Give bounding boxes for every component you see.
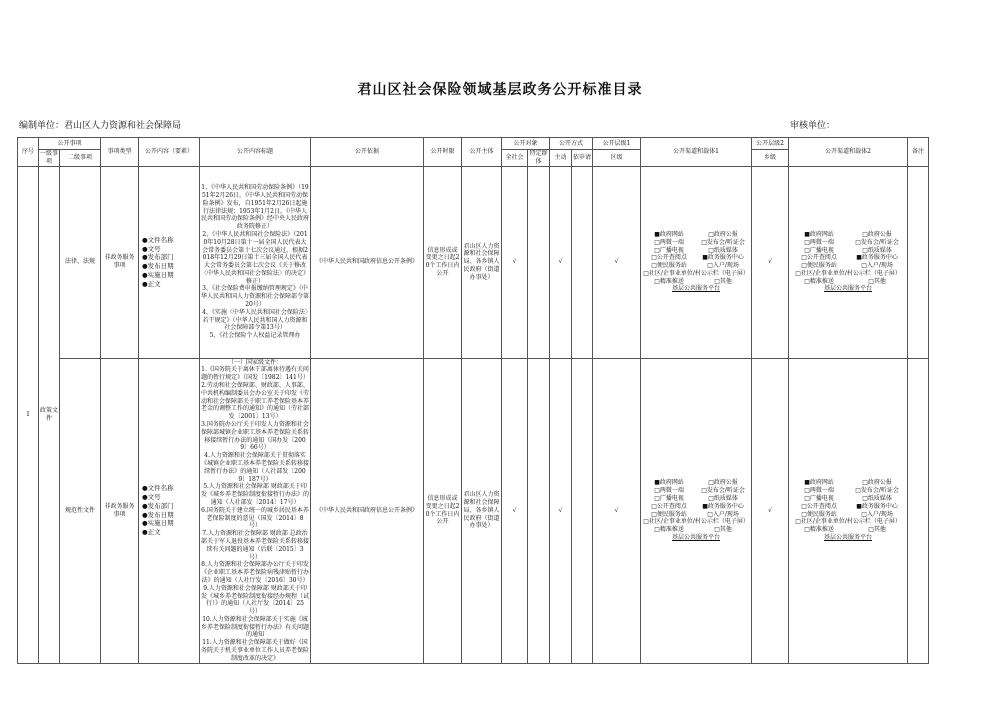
th-target-all: 全社会 — [502, 150, 528, 167]
channel-option: ■政务服务中心 — [856, 254, 898, 262]
channel-option: ■政务服务中心 — [702, 254, 744, 262]
elements-list — [140, 236, 198, 289]
th-subject: 公开主体 — [462, 138, 502, 167]
element-item: ●发布日期 — [142, 262, 174, 271]
th-basis: 公开依据 — [311, 138, 424, 167]
channel-option: □便民服务站 — [801, 262, 837, 270]
th-method-active: 主动 — [550, 150, 572, 167]
channel-option: □广播电视 — [654, 246, 684, 254]
channel-option: □发布会/听证会 — [855, 487, 899, 495]
cell-level1: 政策文件 — [39, 166, 60, 663]
channel-option: □便民服务站 — [801, 510, 837, 518]
channel-option: □两微一端 — [804, 238, 834, 246]
channel-option: □其他 — [868, 277, 886, 285]
elements-list — [140, 484, 198, 537]
cell-content-title — [200, 166, 311, 358]
channel-option: □精准推送 — [654, 277, 684, 285]
channel-option: □公开查阅点 — [651, 502, 687, 510]
th-time-limit: 公开时限 — [424, 138, 462, 167]
channel-option: □发布会/听证会 — [701, 238, 745, 246]
channel-option: □其他 — [714, 526, 732, 534]
cell-target-all: √ — [502, 166, 528, 358]
channel-option: □纸质媒体 — [862, 495, 892, 503]
channel-option: □便民服务站 — [651, 262, 687, 270]
th-method: 公开方式 — [550, 138, 593, 150]
cell-channel1 — [641, 166, 752, 358]
channel-option: □公开查阅点 — [801, 254, 837, 262]
compiler-unit: 编制单位：君山区人力资源和社会保障局 — [19, 121, 182, 131]
element-item: ●发布日期 — [142, 510, 174, 519]
channel-option: □入户/现场 — [707, 262, 739, 270]
channel-option: □纸质媒体 — [708, 495, 738, 503]
th-district: 区级 — [593, 150, 641, 167]
channel-option: □广播电视 — [804, 246, 834, 254]
cell-township: √ — [752, 166, 789, 358]
cell-item-type: 非政务服务事项 — [101, 166, 139, 358]
cell-target-specific — [528, 166, 550, 358]
cell-item-type: 非政务服务事项 — [101, 358, 139, 663]
cell-target-all: √ — [502, 358, 528, 663]
channel-option: □纸质媒体 — [708, 246, 738, 254]
element-item: ●文号 — [142, 244, 161, 253]
th-method-apply: 依申请 — [572, 150, 593, 167]
th-level2-group: 公开层级2 — [752, 138, 789, 150]
th-township: 乡级 — [752, 150, 789, 167]
th-remark: 备注 — [908, 138, 929, 167]
channel-option: □入户/现场 — [707, 510, 739, 518]
cell-seq: 1 — [18, 166, 39, 663]
element-item: ●正文 — [142, 528, 161, 537]
channel-option: ■政务服务中心 — [702, 502, 744, 510]
cell-level2: 规范性文件 — [60, 358, 101, 663]
channel-option: □社区/企事业单位/村公示栏（电子屏） — [795, 518, 901, 526]
th-item-group: 公开事项 — [39, 138, 101, 150]
channel-option: □纸质媒体 — [862, 246, 892, 254]
channel-option: □广播电视 — [804, 495, 834, 503]
element-item: ●正文 — [142, 279, 161, 288]
channel1-list — [642, 231, 750, 293]
channel-option: □两微一端 — [654, 487, 684, 495]
th-target-specific: 特定群体 — [529, 150, 548, 165]
cell-remark — [908, 358, 929, 663]
catalog-table — [17, 137, 929, 664]
channel-option: □政府公报 — [708, 230, 738, 238]
channel-option: □精准推送 — [804, 526, 834, 534]
channel-option: □政府公报 — [862, 230, 892, 238]
th-level1: 一级事项 — [40, 150, 59, 165]
cell-elements — [139, 358, 200, 663]
channel-other-text: 基层公共服务平台 — [672, 534, 721, 542]
channel-other-text: 基层公共服务平台 — [824, 534, 873, 542]
channel-option: □社区/企事业单位/村公示栏（电子屏） — [643, 269, 749, 277]
cell-channel2 — [789, 358, 908, 663]
element-item: ●文号 — [142, 493, 161, 502]
cell-basis: 《中华人民共和国政府信息公开条例》 — [311, 166, 424, 358]
cell-level2: 法律、法规 — [60, 166, 101, 358]
element-item: ●发布部门 — [142, 501, 174, 510]
th-content-title: 公开内容标题 — [200, 138, 311, 167]
cell-content-title — [200, 358, 311, 663]
table-row — [18, 166, 929, 358]
cell-method-active: √ — [550, 166, 572, 358]
cell-target-specific — [528, 358, 550, 663]
th-level1-group: 公开层级1 — [593, 138, 641, 150]
cell-time-limit: 信息形成或变更之日起20个工作日内公开 — [424, 358, 462, 663]
channel-other-text: 基层公共服务平台 — [824, 285, 873, 293]
content-title-text: 1、《中华人民共和国劳动保险条例》（1951年2月26日，《中华人民共和国劳动保险条例》发布，自1951年2月26日起施行法律法规；1953年1月2日，《中华人民共和国劳动保险条例》经中央人民政府政务院修正） 2、《中华人民共和国社会保险法》（2010年10月28日第十一届全国人民代表大会常务委员会第十七次会议通过，根据2018年12月29日第十三届全国人民代表大会常务委员会第七次会议《关于修改〈中华人民共和国社会保险法〉的决定》修正） 3、《社会保险费申报缴纳管理规定》（中华人民共和国人力资源和社会保障部令第20号） 4、《实施〈中华人民共和国社会保险法〉若干规定》（中华人民共和国人力资源和社会保障部令第13号） 5、《社会保险个人权益记录管理办 — [201, 184, 310, 340]
table-row — [18, 358, 929, 663]
cell-district: √ — [593, 358, 641, 663]
cell-method-active: √ — [550, 358, 572, 663]
channel-option: □两微一端 — [654, 238, 684, 246]
cell-channel1 — [641, 358, 752, 663]
cell-district: √ — [593, 166, 641, 358]
cell-township: √ — [752, 358, 789, 663]
th-channel1: 公开渠道和载体1 — [641, 138, 752, 167]
channel-other-text: 基层公共服务平台 — [672, 285, 721, 293]
th-seq: 序号 — [18, 138, 39, 167]
channel-option: □两微一端 — [804, 487, 834, 495]
th-content-req: 公开内容（要素） — [139, 138, 200, 167]
cell-method-apply — [572, 358, 593, 663]
channel-option: □入户/现场 — [861, 510, 893, 518]
channel-option: □便民服务站 — [651, 510, 687, 518]
channel-option: □广播电视 — [654, 495, 684, 503]
cell-subject: 君山区人力资源和社会保障局、各乡镇人民政府（街道办事处） — [462, 358, 502, 663]
channel2-list — [790, 231, 906, 293]
header-row-1 — [18, 138, 929, 150]
channel-option: □发布会/听证会 — [701, 487, 745, 495]
element-item: ●文件名称 — [142, 235, 174, 244]
cell-elements — [139, 166, 200, 358]
element-item: ●发布部门 — [142, 253, 174, 262]
channel-option: □公开查阅点 — [801, 502, 837, 510]
content-title-text: （一）国家级文件： 1.《国务院关于离休干部离休待遇有关问题的暂行规定》（国发〔1982〕141号） 2.劳动和社会保障部、财政部、人事部、中共机构编制委员会办公室关于印发《劳动和社会保障部关于职工养老保险基本养老金的调整工作的通知》的通知（劳社部发〔2001〕13号） 3.国务院办公厅关于印发人力资源和社会保障部城镇企业职工基本养老保险关系转移接续暂行办法的通知（国办发〔2009〕66号） 4.人力资源和社会保障部关于贯彻落实《城镇企业职工基本养老保险关系转移接续暂行办法》的通知（人社部发〔2009〕187号） 5.人力资源和社会保障部 财政部关于印发《城乡养老保险制度衔接暂行办法》的通知（人社部发〔2014〕17号） 6.国务院关于建立统一的城乡居民基本养老保险制度的意见（国发〔2014〕8号） 7.人力资源和社会保障部 财政部 总政治部关于军人退役基本养老保险关系转移接续有关问题的通知（后联〔2015〕3号） 8.人力资源和社会保障部办公厅关于印发《企业职工基本养老保险病残津贴暂行办法》的通知（人社厅发〔2016〕30号） 9.人力资源和社会保障部 财政部关于印发《城乡养老保险制度衔接经办规程（试行）》的通知（人社厅发〔2014〕25号） 10.人力资源和社会保障部关于实施《城乡养老保险制度衔接暂行办法》有关问题的通知 11.人力资源和社会保障部关于做好《国务院关于机关事业单位工作人员养老保险制度改革的决定》 — [201, 358, 310, 662]
channel-option: □其他 — [868, 526, 886, 534]
th-level2: 二级事项 — [60, 150, 101, 167]
element-item: ●文件名称 — [142, 484, 174, 493]
channel-option: ■政府网站 — [804, 230, 834, 238]
channel-option: □政府公报 — [708, 479, 738, 487]
channel-option: □社区/企事业单位/村公示栏（电子屏） — [795, 269, 901, 277]
cell-remark — [908, 166, 929, 358]
cell-time-limit: 信息形成或变更之日起20个工作日内公开 — [424, 166, 462, 358]
cell-basis: 《中华人民共和国政府信息公开条例》 — [311, 358, 424, 663]
channel-option: ■政府网站 — [804, 479, 834, 487]
channel-option: ■政府网站 — [654, 230, 684, 238]
th-item-type: 事项类型 — [101, 138, 139, 167]
cell-method-apply — [572, 166, 593, 358]
channel1-list — [642, 479, 750, 541]
document-title: 君山区社会保险领域基层政务公开标准目录 — [357, 82, 643, 98]
channel-option: □公开查阅点 — [651, 254, 687, 262]
channel-option: □其他 — [714, 277, 732, 285]
element-item: ●实施日期 — [142, 519, 174, 528]
channel2-list — [790, 479, 906, 541]
channel-option: □精准推送 — [654, 526, 684, 534]
channel-option: □入户/现场 — [861, 262, 893, 270]
element-item: ●实施日期 — [142, 270, 174, 279]
th-target: 公开对象 — [502, 138, 550, 150]
cell-subject: 君山区人力资源和社会保障局、各乡镇人民政府（街道办事处） — [462, 166, 502, 358]
channel-option: □发布会/听证会 — [855, 238, 899, 246]
cell-channel2 — [789, 166, 908, 358]
channel-option: ■政府网站 — [654, 479, 684, 487]
th-channel2: 公开渠道和载体2 — [789, 138, 908, 167]
channel-option: □社区/企事业单位/村公示栏（电子屏） — [643, 518, 749, 526]
reviewer-unit: 审核单位： — [790, 121, 836, 131]
channel-option: □政府公报 — [862, 479, 892, 487]
channel-option: □精准推送 — [804, 277, 834, 285]
channel-option: ■政务服务中心 — [856, 502, 898, 510]
